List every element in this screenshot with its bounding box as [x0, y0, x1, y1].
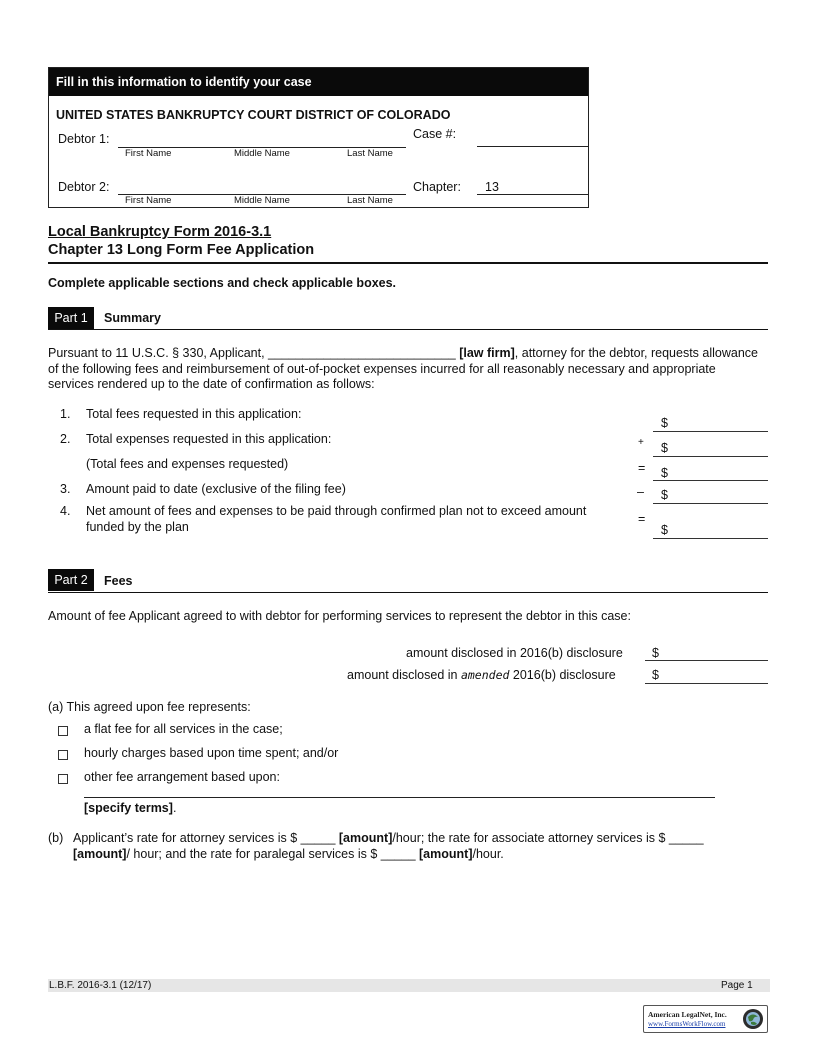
item-4-currency: $: [661, 523, 668, 537]
item-2-number: 2.: [60, 432, 71, 446]
chapter-field[interactable]: [477, 180, 588, 195]
item-total-currency: $: [661, 466, 668, 480]
item-3-amount-field[interactable]: [653, 489, 768, 504]
form-subtitle: Chapter 13 Long Form Fee Application: [48, 242, 315, 258]
amended-word: amended: [460, 668, 510, 682]
flat-fee-checkbox[interactable]: [58, 726, 68, 736]
other-arrangement-label: other fee arrangement based upon:: [84, 770, 280, 784]
item-4-operator: =: [638, 512, 646, 526]
amended-label-pre: amount disclosed in: [347, 668, 461, 682]
form-instruction: Complete applicable sections and check applicable boxes.: [48, 276, 397, 290]
amended-label: [347, 668, 616, 682]
item-3-number: 3.: [60, 482, 71, 496]
specify-terms-period: .: [172, 801, 177, 815]
item-4-amount-field[interactable]: [653, 524, 768, 539]
other-arrangement-checkbox[interactable]: [58, 774, 68, 784]
part1-intro-a: Pursuant to 11 U.S.C. § 330, Applicant,: [48, 346, 269, 360]
amended-amount-field[interactable]: [645, 669, 768, 684]
item-total-operator: =: [638, 461, 646, 475]
debtor1-middle-name-label: Middle Name: [234, 148, 290, 159]
american-legalnet-logo[interactable]: [643, 1005, 768, 1033]
part2-title: Fees: [104, 574, 133, 588]
fee-represents-label: (a) This agreed upon fee represents:: [48, 700, 251, 714]
item-3-operator: –: [637, 485, 644, 499]
item-1-number: 1.: [60, 407, 71, 421]
attorney-rate-label: [amount]: [338, 831, 393, 845]
case-box-header-text: Fill in this information to identify your case: [56, 75, 312, 89]
hourly-checkbox[interactable]: [58, 750, 68, 760]
logo-company-name: American LegalNet, Inc.: [648, 1010, 727, 1019]
part1-tab: Part 1: [48, 307, 94, 329]
part1-title: Summary: [104, 311, 161, 325]
rate-prefix: (b): [48, 831, 64, 845]
amended-currency: $: [652, 668, 659, 682]
item-2-text: Total expenses requested in this application:: [86, 432, 332, 446]
chapter-label: Chapter:: [413, 180, 461, 194]
title-rule: [48, 262, 768, 264]
item-4-number: 4.: [60, 504, 71, 518]
rate-paragraph: [73, 831, 763, 862]
debtor2-last-name-label: Last Name: [347, 195, 393, 206]
chapter-value: 13: [485, 180, 499, 194]
case-number-label: Case #:: [413, 127, 457, 141]
part2-intro: Amount of fee Applicant agreed to with debtor for performing services to represent the debtor in this case:: [48, 609, 631, 623]
disclosed-label: amount disclosed in 2016(b) disclosure: [406, 646, 623, 660]
part2-tab: Part 2: [48, 569, 94, 591]
item-total-amount-field[interactable]: [653, 466, 768, 481]
part1-rule: [48, 329, 768, 330]
debtor2-first-name-label: First Name: [125, 195, 172, 206]
item-2-amount-field[interactable]: [653, 442, 768, 457]
item-total-text: (Total fees and expenses requested): [86, 457, 289, 471]
case-box-header: [49, 68, 588, 96]
debtor2-label: Debtor 2:: [58, 180, 110, 194]
globe-icon: [742, 1008, 764, 1030]
flat-fee-label: a flat fee for all services in the case;: [84, 722, 283, 736]
law-firm-label: [law firm]: [455, 346, 515, 360]
item-3-text: Amount paid to date (exclusive of the filing fee): [86, 482, 346, 496]
specify-terms: [84, 801, 176, 815]
item-4-text: Net amount of fees and expenses to be paid through confirmed plan not to exceed amount funded by the plan: [86, 504, 587, 534]
debtor1-first-name-label: First Name: [125, 148, 172, 159]
rate-text-1: Applicant’s rate for attorney services is $ _____: [73, 831, 339, 845]
part1-intro-b: , attorney for the debtor, requests allowance of the following fees and reimbursement of out-of-pocket expenses incurred for all reasonably necessary and appropriate services rendered up to the date of confirmation as follows:: [48, 346, 758, 391]
rate-text-2: /hour; the rate for associate attorney services is $ _____: [392, 831, 704, 845]
item-2-operator: +: [638, 437, 644, 448]
footer-bar: [48, 979, 770, 992]
debtor2-middle-name-label: Middle Name: [234, 195, 290, 206]
case-info-box: [48, 67, 589, 208]
item-1-text: Total fees requested in this application:: [86, 407, 302, 421]
logo-website: www.FormsWorkFlow.com: [648, 1020, 726, 1028]
hourly-label: hourly charges based upon time spent; and/or: [84, 746, 339, 760]
paralegal-rate-label: [amount]: [419, 846, 473, 861]
specify-terms-label: [specify terms]: [84, 801, 173, 815]
debtor1-label: Debtor 1:: [58, 132, 110, 146]
debtor2-name-field[interactable]: [118, 180, 406, 195]
debtor1-name-field[interactable]: [118, 132, 406, 148]
specify-terms-field[interactable]: [84, 784, 715, 798]
part1-intro: [48, 346, 760, 393]
debtor1-last-name-label: Last Name: [347, 148, 393, 159]
item-2-currency: $: [661, 441, 668, 455]
footer-form-id: L.B.F. 2016-3.1 (12/17): [49, 980, 152, 991]
form-title: Local Bankruptcy Form 2016-3.1: [48, 224, 272, 240]
rate-text-3: / hour; and the rate for paralegal services is $ _____: [126, 846, 420, 861]
disclosed-amount-field[interactable]: [645, 646, 768, 661]
disclosed-currency: $: [652, 646, 659, 660]
case-number-field[interactable]: [477, 132, 588, 147]
item-1-currency: $: [661, 416, 668, 430]
footer-page-number: Page 1: [721, 980, 753, 991]
amended-label-post: 2016(b) disclosure: [509, 668, 616, 682]
associate-rate-label: [amount]: [73, 846, 127, 861]
rate-text-4: /hour.: [472, 846, 504, 861]
item-1-amount-field[interactable]: [653, 417, 768, 432]
part2-rule: [48, 592, 768, 593]
law-firm-blank[interactable]: ___________________________: [268, 346, 456, 360]
court-name: UNITED STATES BANKRUPTCY COURT DISTRICT OF COLORADO: [56, 108, 451, 122]
item-3-currency: $: [661, 488, 668, 502]
